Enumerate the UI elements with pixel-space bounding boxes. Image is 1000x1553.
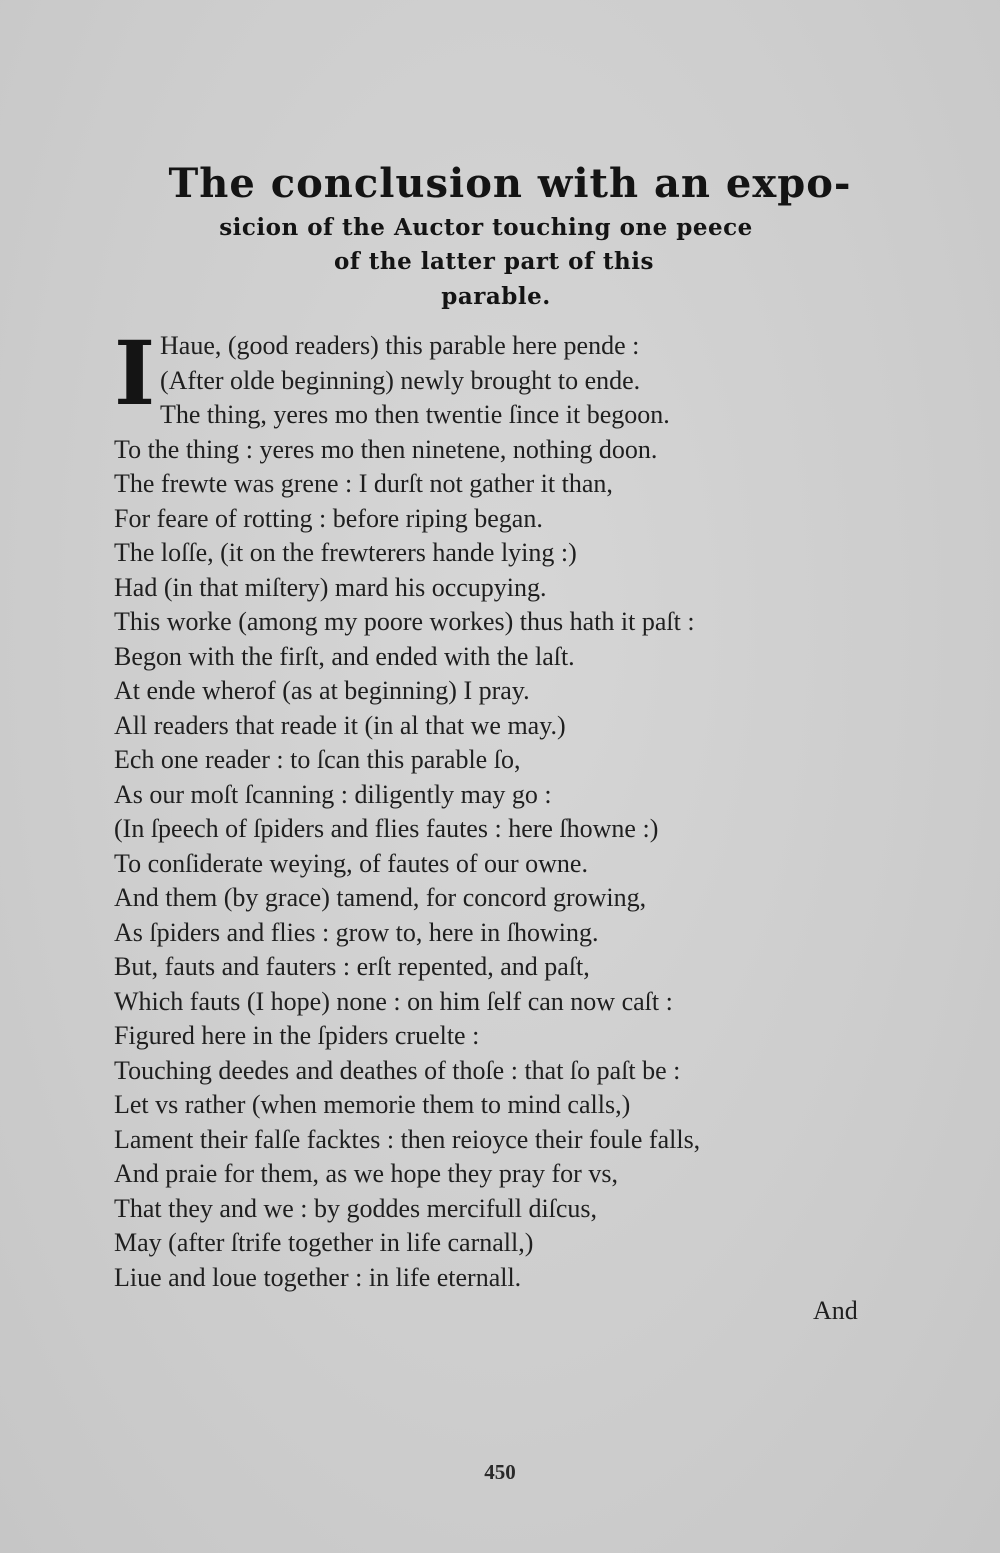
verse-line: For feare of rotting : before riping began.: [114, 503, 543, 533]
verse-line: But, fauts and fauters : erſt repented, and paſt,: [114, 952, 590, 981]
heading-line-4: parable.: [441, 283, 551, 310]
verse-line: The frewte was grene : I durſt not gather it than,: [114, 469, 613, 498]
verse-line: Liue and loue together : in life eternall.: [114, 1262, 522, 1292]
verse-line: All readers that reade it (in al that we may.): [114, 710, 566, 740]
verse-line: The loſſe, (it on the frewterers hande lying :): [114, 538, 577, 567]
verse-line: As ſpiders and flies : grow to, here in ſhowing.: [114, 917, 599, 947]
heading-line-3: of the latter part of this: [334, 248, 654, 275]
verse-line: Lament their falſe facktes : then reioyce their foule falls,: [114, 1124, 701, 1154]
verse-line: Touching deedes and deathes of thoſe : that ſo paſt be :: [114, 1055, 681, 1085]
verse-line: The thing, yeres mo then twentie ſince it begoon.: [160, 400, 670, 429]
verse-line: At ende wherof (as at beginning) I pray.: [114, 676, 530, 705]
verse-line: Had (in that miſtery) mard his occupying.: [114, 572, 547, 602]
heading-line-1: The conclusion with an expo-: [168, 160, 852, 207]
verse-line: And praie for them, as we hope they pray for vs,: [114, 1159, 618, 1188]
verse-line: Ech one reader : to ſcan this parable ſo,: [114, 745, 521, 774]
verse-line: May (after ſtrife together in life carnall,): [114, 1228, 534, 1257]
verse-line: (In ſpeech of ſpiders and flies fautes : here ſhowne :): [114, 814, 659, 843]
verse-line: (After olde beginning) newly brought to ende.: [160, 365, 641, 395]
verse-line: Let vs rather (when memorie them to mind calls,): [114, 1090, 631, 1119]
verse-line: Begon with the firſt, and ended with the laſt.: [114, 641, 575, 671]
verse-line: That they and we : by goddes mercifull diſcus,: [114, 1193, 598, 1223]
heading-line-2: sicion of the Auctor touching one peece: [219, 214, 753, 241]
verse-line: To conſiderate weying, of fautes of our owne.: [114, 848, 588, 878]
catchword: And: [813, 1296, 858, 1325]
verse-line: As our moſt ſcanning : diligently may go :: [114, 779, 552, 809]
verse-line: Figured here in the ſpiders cruelte :: [114, 1021, 480, 1050]
verse-line: Which fauts (I hope) none : on him ſelf can now caſt :: [114, 986, 673, 1016]
verse-line: This worke (among my poore workes) thus hath it paſt :: [114, 607, 695, 636]
verse-line: To the thing : yeres mo then ninetene, nothing doon.: [114, 434, 658, 464]
page-number: 450: [484, 1460, 516, 1484]
verse-line: And them (by grace) tamend, for concord growing,: [114, 883, 647, 912]
drop-cap: I: [114, 321, 156, 425]
verse-line: Haue, (good readers) this parable here pende :: [160, 331, 640, 360]
